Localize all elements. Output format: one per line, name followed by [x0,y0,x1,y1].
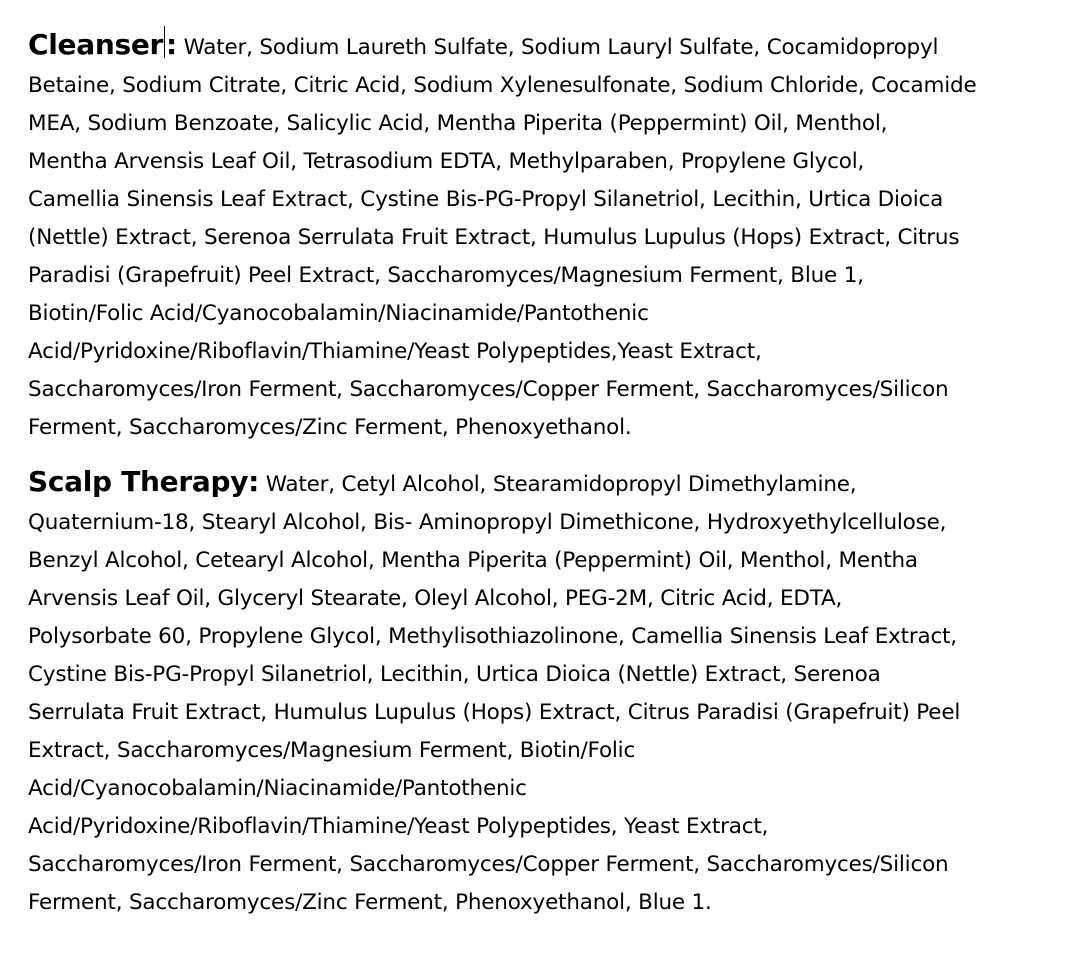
ingredient-line: Ferment, Saccharomyces/Zinc Ferment, Phenoxyethanol. [28,415,632,440]
ingredient-line: Acid/Cyanocobalamin/Niacinamide/Pantothenic [28,776,527,801]
ingredient-line: Serrulata Fruit Extract, Humulus Lupulus (Hops) Extract, Citrus Paradisi (Grapefruit) Peel [28,700,961,725]
ingredient-line: Water, Sodium Laureth Sulfate, Sodium Lauryl Sulfate, Cocamidopropyl [176,35,939,60]
document-page[interactable] [28,26,1038,922]
ingredient-line: Water, Cetyl Alcohol, Stearamidopropyl Dimethylamine, [259,472,857,497]
ingredient-line: Saccharomyces/Iron Ferment, Saccharomyces/Copper Ferment, Saccharomyces/Silicon [28,852,949,877]
ingredient-line: Extract, Saccharomyces/Magnesium Ferment, Biotin/Folic [28,738,636,763]
scalp-therapy-heading [28,465,259,498]
cleanser-heading-text: Cleanser [28,28,164,61]
text-cursor [164,26,165,58]
ingredient-line: Arvensis Leaf Oil, Glyceryl Stearate, Oleyl Alcohol, PEG-2M, Citric Acid, EDTA, [28,586,843,611]
ingredient-line: Betaine, Sodium Citrate, Citric Acid, Sodium Xylenesulfonate, Sodium Chloride, Cocamide [28,73,977,98]
cleanser-heading-colon: : [166,28,177,61]
scalp-therapy-heading-colon: : [248,465,260,498]
ingredient-line: Benzyl Alcohol, Cetearyl Alcohol, Mentha Piperita (Peppermint) Oil, Menthol, Mentha [28,548,918,573]
ingredient-line: Saccharomyces/Iron Ferment, Saccharomyces/Copper Ferment, Saccharomyces/Silicon [28,377,949,402]
ingredient-line: Ferment, Saccharomyces/Zinc Ferment, Phenoxyethanol, Blue 1. [28,890,712,915]
cleanser-heading [28,28,177,61]
ingredient-line: Camellia Sinensis Leaf Extract, Cystine Bis-PG-Propyl Silanetriol, Lecithin, Urtica Dioica [28,187,944,212]
ingredient-line: Paradisi (Grapefruit) Peel Extract, Saccharomyces/Magnesium Ferment, Blue 1, [28,263,864,288]
cleanser-section [28,26,1038,447]
ingredient-line: Polysorbate 60, Propylene Glycol, Methylisothiazolinone, Camellia Sinensis Leaf Extract, [28,624,957,649]
ingredient-line: Acid/Pyridoxine/Riboflavin/Thiamine/Yeast Polypeptides, Yeast Extract, [28,814,769,839]
ingredient-line: Acid/Pyridoxine/Riboflavin/Thiamine/Yeast Polypeptides,Yeast Extract, [28,339,762,364]
ingredient-line: Cystine Bis-PG-Propyl Silanetriol, Lecithin, Urtica Dioica (Nettle) Extract, Serenoa [28,662,881,687]
ingredient-line: Quaternium-18, Stearyl Alcohol, Bis- Aminopropyl Dimethicone, Hydroxyethylcellulose, [28,510,947,535]
ingredient-line: (Nettle) Extract, Serenoa Serrulata Fruit Extract, Humulus Lupulus (Hops) Extract, Citrus [28,225,960,250]
ingredient-line: Mentha Arvensis Leaf Oil, Tetrasodium EDTA, Methylparaben, Propylene Glycol, [28,149,865,174]
scalp-therapy-section [28,463,1038,922]
ingredient-line: Biotin/Folic Acid/Cyanocobalamin/Niacinamide/Pantothenic [28,301,649,326]
ingredient-line: MEA, Sodium Benzoate, Salicylic Acid, Mentha Piperita (Peppermint) Oil, Menthol, [28,111,888,136]
scalp-therapy-heading-text: Scalp Therapy [28,465,249,498]
